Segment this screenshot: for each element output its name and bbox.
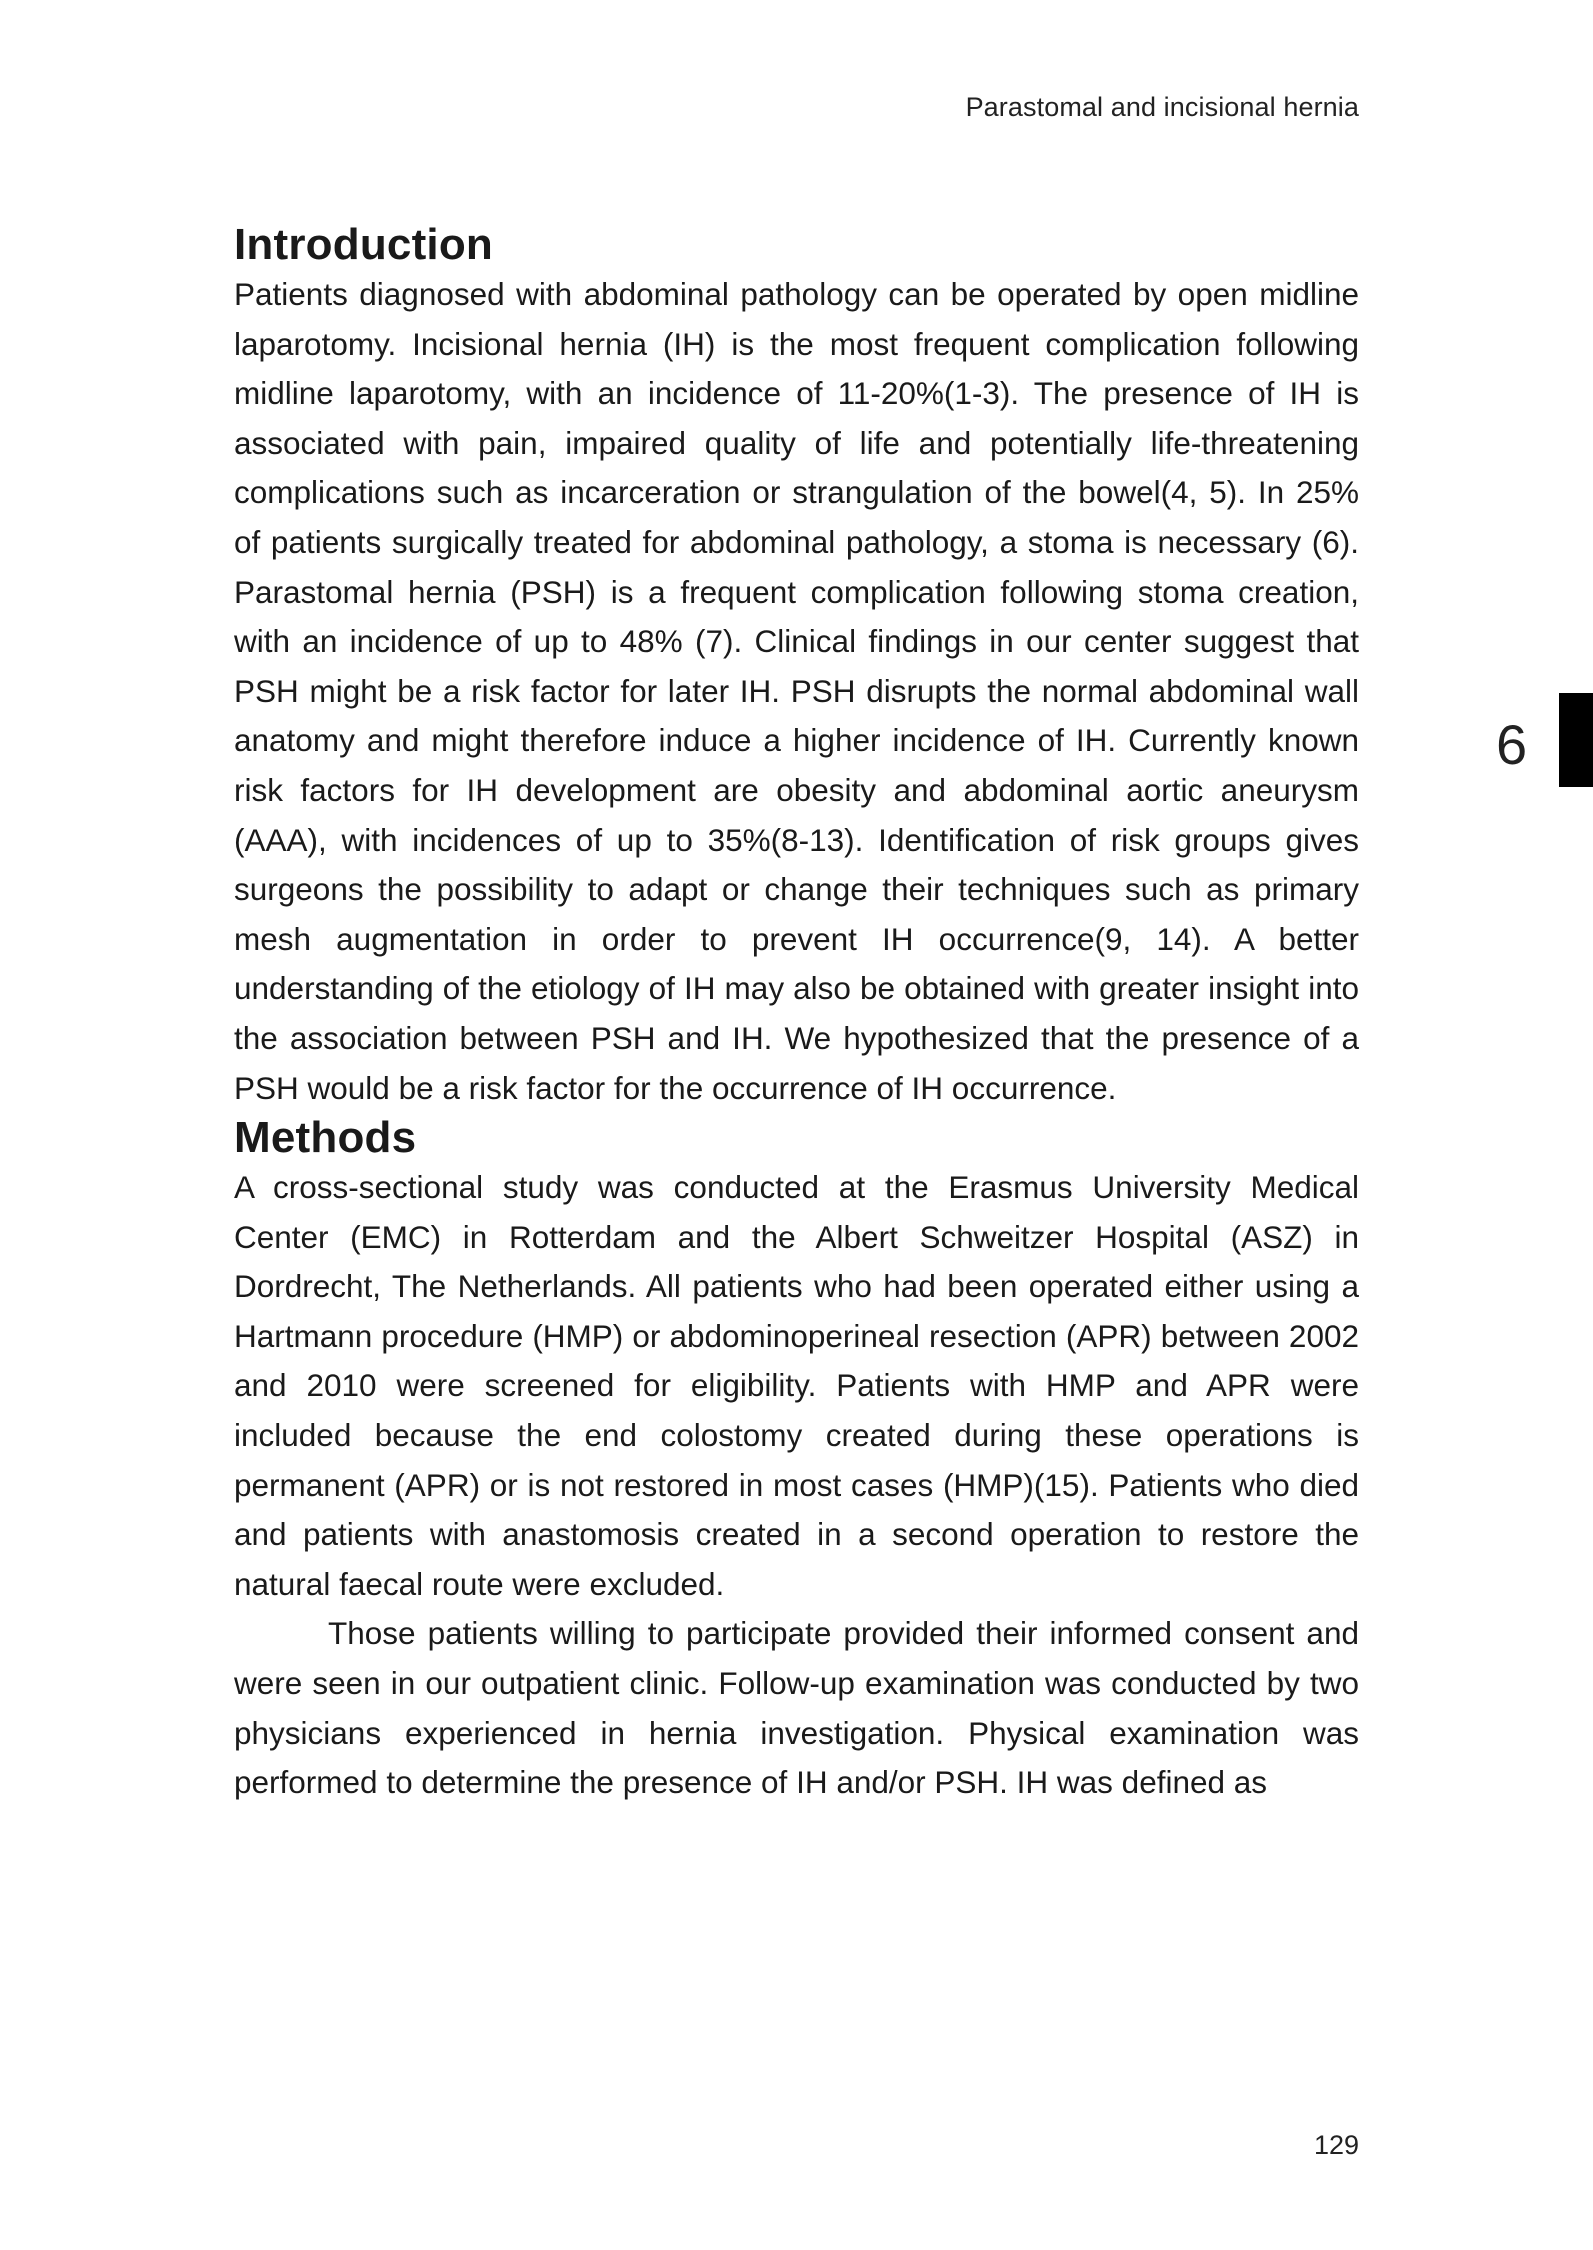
running-header: Parastomal and incisional hernia (965, 92, 1359, 122)
page-number: 129 (1313, 2130, 1359, 2160)
methods-paragraph-1: A cross-sectional study was conducted at the Erasmus University Medical Center (EMC) in Rotterdam and the Albert Schweitzer Hospital (ASZ) in Dordrecht, The Netherlands. All patients who had been operated either using a Hartmann procedure (HMP) or abdominoperineal resection (APR) between 2002 and 2010 were screened for eligibility. Patients with HMP and APR were included because the end colostomy created during these operations is permanent (APR) or is not restored in most cases (HMP)(15). Patients who died and patients with anastomosis created in a second operation to restore the natural faecal route were excluded. (234, 1169, 1359, 1602)
page-content (234, 220, 1359, 1808)
chapter-number: 6 (1496, 713, 1528, 776)
introduction-heading: Introduction (234, 220, 494, 269)
introduction-paragraph: Patients diagnosed with abdominal pathology can be operated by open midline laparotomy. Incisional hernia (IH) is the most frequent complication following midline laparotomy, with an incidence of 11-20%(1-3). The presence of IH is associated with pain, impaired quality of life and potentially life-threatening complications such as incarceration or strangulation of the bowel(4, 5). In 25% of patients surgically treated for abdominal pathology, a stoma is necessary (6). Parastomal hernia (PSH) is a frequent complication following stoma creation, with an incidence of up to 48% (7). Clinical findings in our center suggest that PSH might be a risk factor for later IH. PSH disrupts the normal abdominal wall anatomy and might therefore induce a higher incidence of IH. Currently known risk factors for IH development are obesity and abdominal aortic aneurysm (AAA), with incidences of up to 35%(8-13). Identification of risk groups gives surgeons the possibility to adapt or change their techniques such as primary mesh augmentation in order to prevent IH occurrence(9, 14). A better understanding of the etiology of IH may also be obtained with greater insight into the association between PSH and IH. We hypothesized that the presence of a PSH would be a risk factor for the occurrence of IH occurrence. (234, 276, 1359, 1106)
methods-heading: Methods (234, 1113, 417, 1163)
chapter-thumb-tab (1559, 693, 1593, 787)
methods-paragraph-2: Those patients willing to participate provided their informed consent and were seen in our outpatient clinic. Follow-up examination was conducted by two physicians experienced in hernia investigation. Physical examination was performed to determine the presence of IH and/or PSH. IH was defined as (234, 1615, 1359, 1801)
